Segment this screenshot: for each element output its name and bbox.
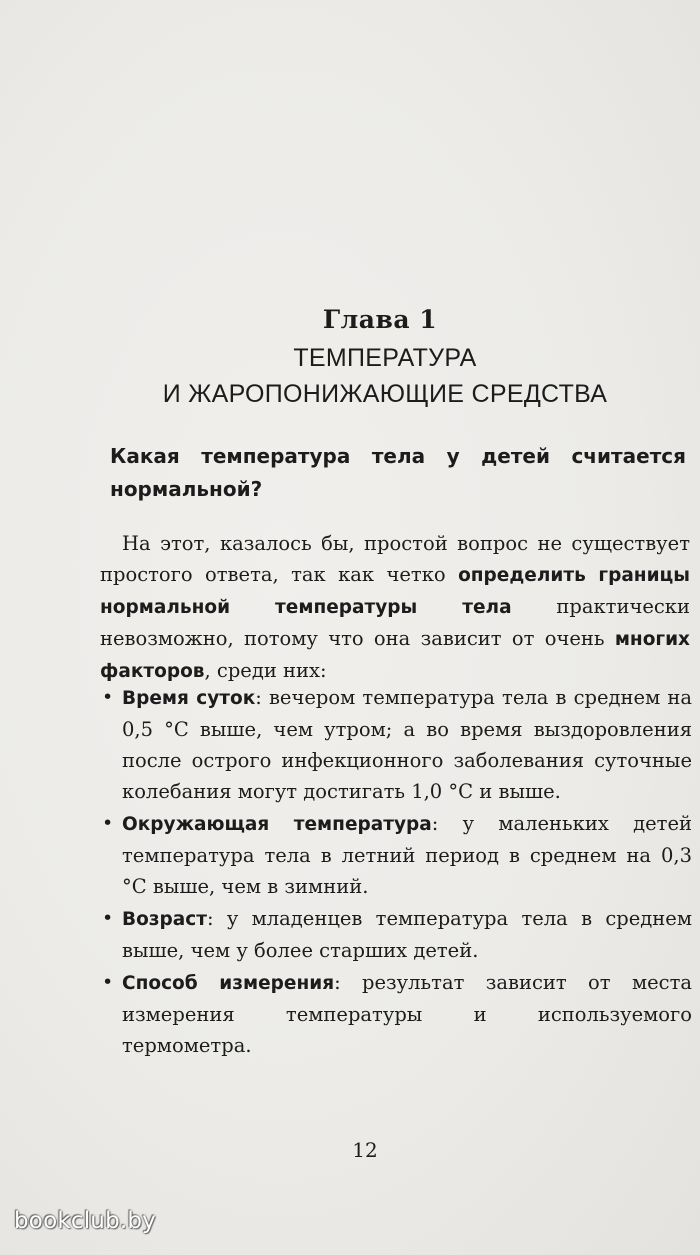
- bullet-icon: •: [102, 907, 114, 929]
- list-item-text: : у маленьких детей температура тела в летний период в среднем на 0,3 °С выше, чем в зимний.: [122, 812, 692, 898]
- intro-text-2: практически невозможно, потому что она зависит от очень: [100, 595, 690, 650]
- chapter-number: Глава 1: [322, 305, 438, 334]
- chapter-title-line-1: ТЕМПЕРАТУРА: [293, 344, 477, 372]
- section-heading: Какая температура тела у детей считается нормальной?: [110, 444, 686, 501]
- bullet-icon: •: [102, 686, 114, 708]
- intro-text-3: , среди них:: [204, 659, 327, 682]
- list-item-term: Время суток: [122, 688, 256, 709]
- list-item-text: : результат зависит от места измерения температуры и используемого термометра.: [122, 971, 692, 1057]
- list-item-term: Возраст: [122, 909, 207, 930]
- list-item-text: : у младенцев температура тела в среднем выше, чем у более старших детей.: [122, 907, 692, 962]
- intro-paragraph: [100, 528, 690, 687]
- list-item: [100, 682, 692, 807]
- list-item-term: Способ измерения: [122, 973, 335, 994]
- intro-bold-2: многих факторов: [100, 629, 690, 682]
- list-item-text: : вечером температура тела в среднем на 0,5 °С выше, чем утром; а во время выздоровления после острого инфекционного заболевания суточные колебания могут достигать 1,0 °С и выше.: [122, 686, 692, 803]
- list-item-term: Окружающая температура: [122, 814, 432, 835]
- list-item: [100, 808, 692, 902]
- list-item: [100, 903, 692, 966]
- chapter-title-line-2: И ЖАРОПОНИЖАЮЩИЕ СРЕДСТВА: [162, 380, 608, 408]
- chapter-title: [0, 340, 700, 412]
- intro-bold-1: определить границы нормальной температуры тела: [100, 565, 690, 618]
- bullet-icon: •: [102, 812, 114, 834]
- watermark-logo: bookclub.by: [14, 1208, 156, 1234]
- intro-text-1: На этот, казалось бы, простой вопрос не существует простого ответа, так как четко: [100, 532, 690, 586]
- list-item: [100, 967, 692, 1061]
- page-number: 12: [352, 1138, 378, 1162]
- factor-list: [100, 682, 692, 1062]
- bullet-icon: •: [102, 971, 114, 993]
